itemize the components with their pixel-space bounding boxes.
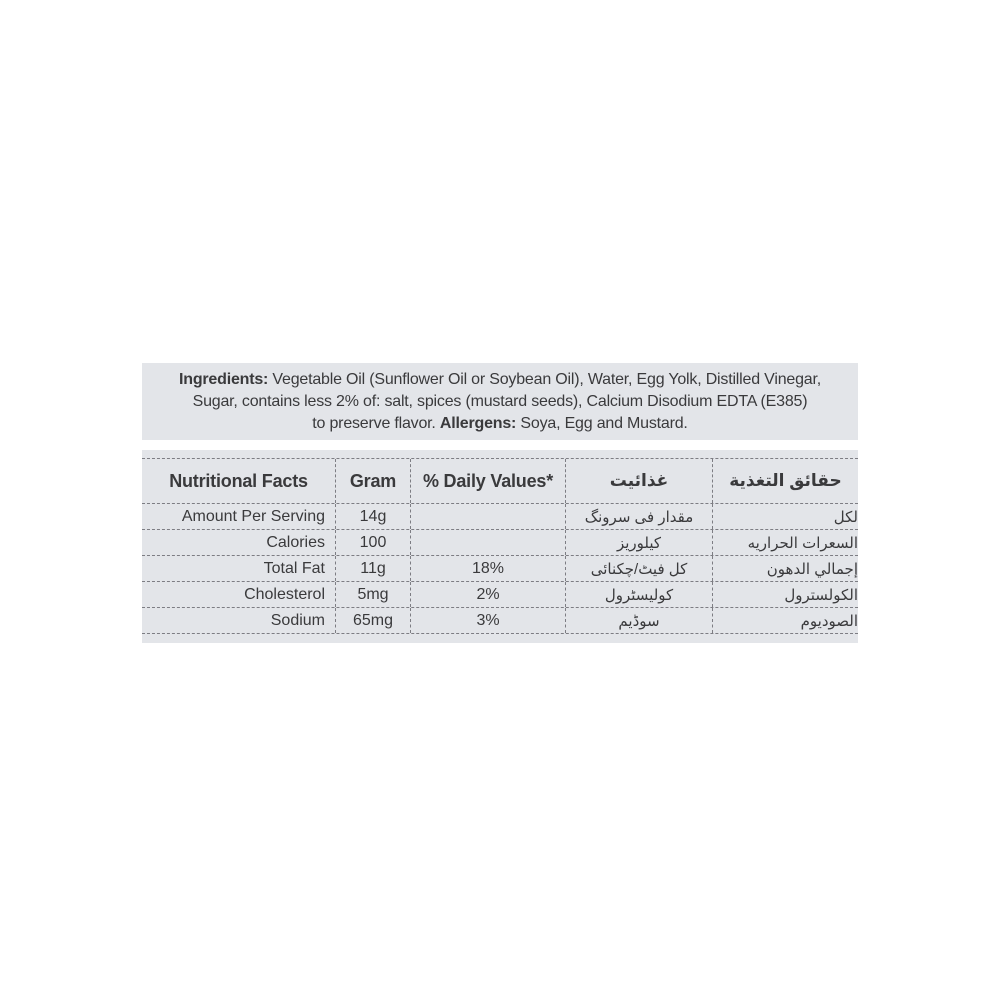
row-label-ar: السعرات الحراريه: [712, 530, 858, 555]
header-arabic: حقائق التغذية: [712, 459, 858, 503]
row-label-en: Cholesterol: [244, 585, 325, 603]
row-label-ur: کل فیٹ/چکنائی: [565, 556, 712, 581]
ingredients-text-3: to preserve flavor.: [312, 414, 440, 432]
row-gram: 65mg: [335, 608, 410, 633]
row-label-ur: سوڈیم: [565, 608, 712, 633]
row-gram: 11g: [335, 556, 410, 581]
ingredients-text-1: Vegetable Oil (Sunflower Oil or Soybean Oil), Water, Egg Yolk, Distilled Vinegar,: [268, 370, 821, 388]
row-label-ar: إجمالي الدهون: [712, 556, 858, 581]
row-dv: 2%: [410, 582, 565, 607]
row-label-ur: کولیسٹرول: [565, 582, 712, 607]
row-label-en: Calories: [266, 533, 325, 551]
row-label-ar: لكل: [712, 504, 858, 529]
table-row-cholesterol: [142, 581, 858, 607]
row-label-en: Amount Per Serving: [181, 507, 325, 525]
nutrition-facts-table: [142, 450, 858, 643]
row-dv: [410, 530, 565, 555]
row-dv: [410, 504, 565, 529]
allergens-text: Soya, Egg and Mustard.: [516, 414, 688, 432]
row-dv: 3%: [410, 608, 565, 633]
row-label-ar: الكولسترول: [712, 582, 858, 607]
ingredients-block: [142, 363, 858, 440]
header-urdu: غذائیت: [565, 459, 712, 503]
table-row-total-fat: [142, 555, 858, 581]
row-label-ur: مقدار فی سرونگ: [565, 504, 712, 529]
table-row-calories: [142, 529, 858, 555]
row-gram: 14g: [335, 504, 410, 529]
allergens-label: Allergens:: [439, 414, 517, 432]
row-dv: 18%: [410, 556, 565, 581]
row-label-ar: الصوديوم: [712, 608, 858, 633]
header-gram: Gram: [335, 459, 410, 503]
ingredients-line-1: [179, 369, 821, 391]
ingredients-line-3: [312, 413, 687, 435]
row-label-en: Sodium: [270, 611, 325, 629]
ingredients-line-2: [193, 391, 808, 413]
header-daily-values: % Daily Values*: [410, 459, 565, 503]
row-label-en: Total Fat: [263, 559, 325, 577]
ingredients-text-2: Sugar, contains less 2% of: salt, spices (mustard seeds), Calcium Disodium EDTA (E385): [192, 392, 808, 410]
table-header-row: [142, 458, 858, 503]
row-gram: 100: [335, 530, 410, 555]
row-label-ur: کیلوریز: [565, 530, 712, 555]
table-row-amount-per-serving: [142, 503, 858, 529]
row-gram: 5mg: [335, 582, 410, 607]
header-nutritional-facts: Nutritional Facts: [169, 470, 308, 491]
ingredients-label: Ingredients:: [179, 370, 269, 388]
table-row-sodium: [142, 607, 858, 634]
